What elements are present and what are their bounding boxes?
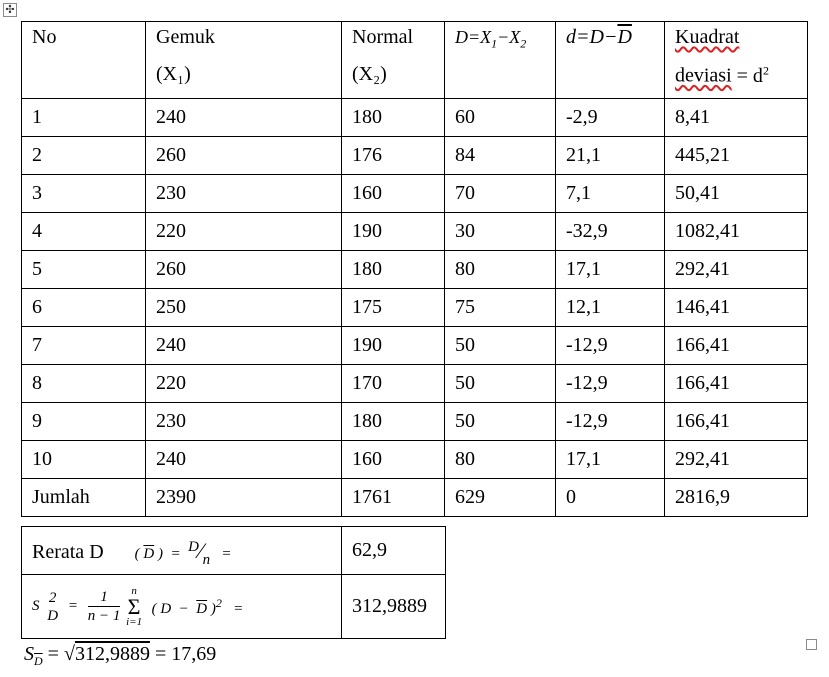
- table-cell: 445,21: [665, 137, 808, 175]
- table-row: [22, 327, 808, 365]
- table-cell: 220: [146, 213, 342, 251]
- table-cell: 190: [342, 327, 445, 365]
- table-cell: 166,41: [665, 327, 808, 365]
- total-cell: 1761: [342, 479, 445, 517]
- table-cell: 160: [342, 175, 445, 213]
- table-cell: 60: [445, 99, 556, 137]
- table-row: [22, 441, 808, 479]
- table-cell: 175: [342, 289, 445, 327]
- table-cell: 250: [146, 289, 342, 327]
- table-cell: 50,41: [665, 175, 808, 213]
- table-cell: 292,41: [665, 251, 808, 289]
- table-cell: -2,9: [556, 99, 665, 137]
- table-cell: 10: [22, 441, 146, 479]
- sd-radicand: 312,9889: [74, 643, 150, 665]
- table-cell: 2: [22, 137, 146, 175]
- table-cell: 1: [22, 99, 146, 137]
- table-cell: 7: [22, 327, 146, 365]
- table-cell: 146,41: [665, 289, 808, 327]
- table-cell: 230: [146, 403, 342, 441]
- table-row: [22, 213, 808, 251]
- table-cell: 292,41: [665, 441, 808, 479]
- standard-deviation-line: $S_{\overline{D}} = √312,9889 = 17,69$: [24, 643, 217, 668]
- table-cell: 180: [342, 251, 445, 289]
- table-cell: 7,1: [556, 175, 665, 213]
- table-cell: 8,41: [665, 99, 808, 137]
- table-cell: 170: [342, 365, 445, 403]
- mean-row: [22, 527, 446, 575]
- table-cell: 180: [342, 99, 445, 137]
- stats-table: [21, 526, 446, 639]
- mean-value: 62,9: [342, 527, 446, 575]
- table-cell: 230: [146, 175, 342, 213]
- total-cell: 2816,9: [665, 479, 808, 517]
- variance-formula: S 2 D = $\frac{1}{n - 1}$ n Σ i=1 ( $D - \overline{D}$ )$^2$ =: [32, 584, 244, 628]
- table-body: [22, 99, 808, 479]
- table-resize-handle[interactable]: [806, 639, 817, 650]
- mean-cell: [22, 527, 342, 575]
- variance-cell: [22, 575, 342, 639]
- table-cell: 80: [445, 251, 556, 289]
- table-cell: 180: [342, 403, 445, 441]
- header-normal: Normal (X₂): [342, 22, 445, 99]
- total-row: [22, 479, 808, 517]
- table-cell: 17,1: [556, 251, 665, 289]
- table-move-handle-icon[interactable]: ✣: [3, 3, 17, 17]
- table-cell: 50: [445, 327, 556, 365]
- table-cell: 21,1: [556, 137, 665, 175]
- table-cell: 166,41: [665, 365, 808, 403]
- header-D-formula: [445, 22, 556, 99]
- table-row: [22, 137, 808, 175]
- table-header-row: [22, 22, 808, 99]
- header-gemuk: Gemuk (X₁): [146, 22, 342, 99]
- table-row: [22, 365, 808, 403]
- table-cell: 220: [146, 365, 342, 403]
- data-table: [21, 21, 808, 517]
- table-cell: 1082,41: [665, 213, 808, 251]
- mean-formula: ( $\overline{D}$ ) = D⁄n =: [134, 537, 232, 568]
- table-cell: 80: [445, 441, 556, 479]
- table-cell: 5: [22, 251, 146, 289]
- table-cell: 50: [445, 403, 556, 441]
- header-kuadrat: Kuadrat deviasi = $d^2$: [665, 22, 808, 99]
- table-cell: 166,41: [665, 403, 808, 441]
- header-no: No: [22, 22, 146, 99]
- table-cell: 30: [445, 213, 556, 251]
- table-cell: 17,1: [556, 441, 665, 479]
- total-cell: 2390: [146, 479, 342, 517]
- header-d-formula: [556, 22, 665, 99]
- table-cell: 50: [445, 365, 556, 403]
- table-cell: 260: [146, 251, 342, 289]
- table-cell: -12,9: [556, 327, 665, 365]
- table-cell: 4: [22, 213, 146, 251]
- total-cell: Jumlah: [22, 479, 146, 517]
- d-formula: $d=D-\overline{D}$: [566, 26, 632, 48]
- table-cell: 84: [445, 137, 556, 175]
- table-row: [22, 251, 808, 289]
- sd-result: 17,69: [171, 643, 217, 665]
- table-cell: 12,1: [556, 289, 665, 327]
- table-cell: 176: [342, 137, 445, 175]
- D-formula: $D=X_1-X_2$: [455, 27, 527, 51]
- table-cell: -12,9: [556, 403, 665, 441]
- table-row: [22, 403, 808, 441]
- variance-value: 312,9889: [342, 575, 446, 639]
- table-cell: 75: [445, 289, 556, 327]
- table-cell: -32,9: [556, 213, 665, 251]
- table-cell: 70: [445, 175, 556, 213]
- table-cell: 3: [22, 175, 146, 213]
- table-cell: 240: [146, 327, 342, 365]
- table-cell: 240: [146, 99, 342, 137]
- table-cell: 260: [146, 137, 342, 175]
- table-cell: 240: [146, 441, 342, 479]
- table-row: [22, 99, 808, 137]
- table-row: [22, 289, 808, 327]
- table-cell: 6: [22, 289, 146, 327]
- table-cell: -12,9: [556, 365, 665, 403]
- table-cell: 8: [22, 365, 146, 403]
- table-cell: 190: [342, 213, 445, 251]
- table-row: [22, 175, 808, 213]
- table-cell: 9: [22, 403, 146, 441]
- total-cell: 0: [556, 479, 665, 517]
- mean-label: Rerata D: [32, 540, 104, 563]
- table-cell: 160: [342, 441, 445, 479]
- variance-row: [22, 575, 446, 639]
- total-cell: 629: [445, 479, 556, 517]
